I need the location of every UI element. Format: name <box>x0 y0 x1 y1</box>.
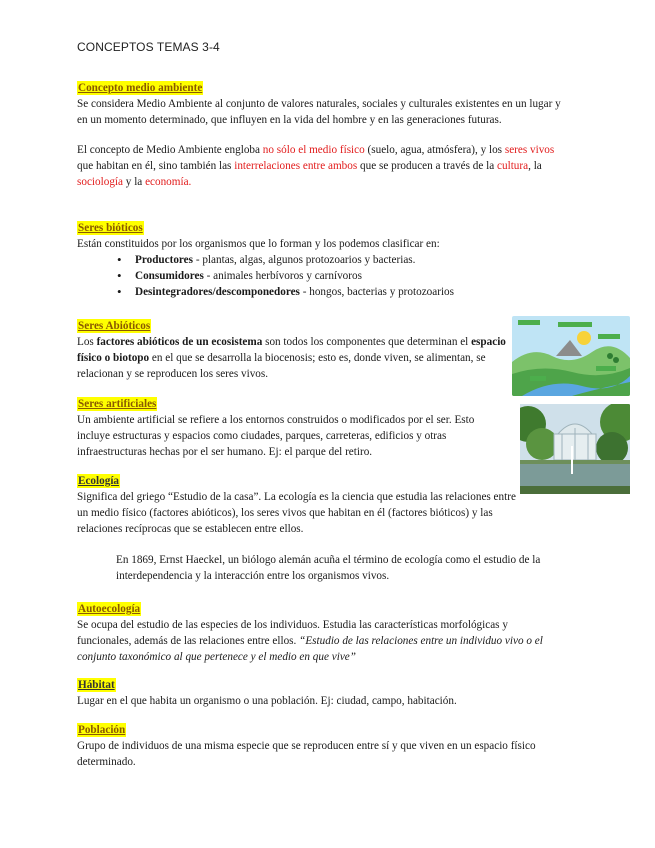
document-title: CONCEPTOS TEMAS 3-4 <box>77 40 220 54</box>
heading-ecologia: Ecología <box>78 475 120 487</box>
bioticos-intro: Están constituidos por los organismos que lo forman y los podemos clasificar en: <box>77 238 440 250</box>
heading-autoecologia: Autoecología <box>78 603 141 615</box>
autoecologia-text: Se ocupa del estudio de las especies de los individuos. Estudia las características morfológicas y funcionales, además de las relaciones entre ellos. “Estudio de las relaciones entre un individuo vivo o el conjunto taxonómico al que pertenece y el medio en que vive” <box>77 619 543 663</box>
highlight-sociologia: sociología <box>77 176 123 188</box>
list-item: • Consumidores - animales herbívoros y carnívoros <box>77 268 565 284</box>
ecologia-haeckel-quote: En 1869, Ernst Haeckel, un biólogo alemán acuña el término de ecología como el estudio de la interdependencia y la interacción entre los organismos vivos. <box>116 554 541 582</box>
medio-ambiente-definition: Se considera Medio Ambiente al conjunto de valores naturales, sociales y culturales existentes en un lugar y en un momento determinado, que influyen en la vida del hombre y en las generaciones futuras. <box>77 98 561 126</box>
section-bioticos <box>77 220 565 300</box>
highlight-cultura: cultura <box>497 160 529 172</box>
autoecologia-italic-quote: “Estudio de las relaciones entre un individuo vivo o el conjunto taxonómico al que pertenece y el medio en que vive” <box>77 635 543 663</box>
bioticos-list <box>77 252 565 300</box>
heading-habitat: Hábitat <box>78 679 115 691</box>
heading-artificiales: Seres artificiales <box>78 398 157 410</box>
artificiales-text: Un ambiente artificial se refiere a los entornos construidos o modificados por el ser. Esto incluye estructuras y espacios como ciudades, parques, carreteras, edificios y otras infraestructuras hechas por el ser humano. Ej: el parque del retiro. <box>77 414 475 458</box>
habitat-text: Lugar en el que habita un organismo o una población. Ej: ciudad, campo, habitación. <box>77 695 457 707</box>
list-item: • Desintegradores/descomponedores - hongos, bacterias y protozoarios <box>77 284 565 300</box>
medio-ambiente-scope: El concepto de Medio Ambiente engloba no sólo el medio físico (suelo, agua, atmósfera), y los seres vivos que habitan en él, sino también las interrelaciones entre ambos que se producen a través de la cultura, la sociología y la economía. <box>77 144 555 188</box>
heading-medio-ambiente: Concepto medio ambiente <box>78 82 203 94</box>
poblacion-text: Grupo de individuos de una misma especie que se reproducen entre sí y que viven en un espacio físico determinado. <box>77 740 536 768</box>
highlight-economia: economía. <box>145 176 192 188</box>
section-poblacion <box>77 722 563 770</box>
park-retiro-image <box>520 404 630 494</box>
highlight-medio-fisico: no sólo el medio físico <box>262 144 365 156</box>
section-medio-ambiente <box>77 80 565 190</box>
list-item: • Productores - plantas, algas, algunos protozoarios y bacterias. <box>77 252 565 268</box>
highlight-interrelaciones: interrelaciones entre ambos <box>234 160 358 172</box>
ecologia-text: Significa del griego “Estudio de la casa”. La ecología es la ciencia que estudia las relaciones entre un medio físico (factores abióticos), los seres vivos que habitan en él (factores bióticos) y las relaciones recíprocas que se establecen entre ellos. <box>77 491 516 535</box>
heading-abioticos: Seres Abióticos <box>78 320 151 332</box>
heading-poblacion: Población <box>78 724 126 736</box>
section-artificiales <box>77 396 507 460</box>
ecosystem-diagram-image <box>512 316 630 396</box>
section-abioticos <box>77 318 507 382</box>
section-habitat <box>77 677 565 709</box>
section-autoecologia <box>77 601 563 665</box>
abioticos-text: Los factores abióticos de un ecosistema son todos los componentes que determinan el espacio físico o biotopo en el que se desarrolla la biocenosis; esto es, donde viven, se alimentan, se relacionan y se reproducen los seres vivos. <box>77 336 506 380</box>
highlight-seres-vivos: seres vivos <box>504 144 555 156</box>
section-ecologia <box>77 473 517 537</box>
heading-bioticos: Seres bióticos <box>78 222 143 234</box>
